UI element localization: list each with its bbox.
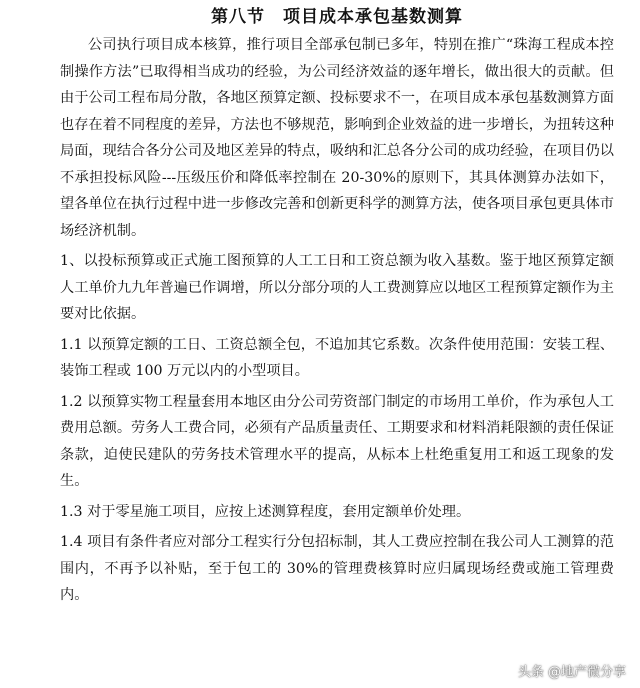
clause-1-4-paragraph: 1.4 项目有条件者应对部分工程实行分包招标制，其人工费应控制在我公司人工测算的范围内，不再予以补贴，至于包工的 30%的管理费核算时应归属现场经费或施工管理费内。 (60, 534, 614, 603)
clause-1-2-paragraph: 1.2 以预算实物工程量套用本地区由分公司劳资部门制定的市场用工单价，作为承包人工费用总额。劳务人工费合同，必须有产品质量责任、工期要求和材料消耗限额的责任保证条款，迫使民建队的劳务技术管理水平的提高，从标本上杜绝重复用工和返工现象的发生。 (60, 393, 614, 489)
watermark-text: 头条 @地产微分享 (517, 665, 626, 680)
clause-1-3-paragraph: 1.3 对于零星施工项目，应按上述测算程度，套用定额单价处理。 (60, 503, 471, 520)
intro-paragraph: 公司执行项目成本核算，推行项目全部承包制已多年，特别在推广“珠海工程成本控制操作方法”已取得相当成功的经验，为公司经济效益的逐年增长，做出很大的贡献。但由于公司工程布局分散，各地区预算定额、投标要求不一，在项目成本承包基数测算方面也存在着不同程度的差异，方法也不够规范，影响到企业效益的进一步增长，为扭转这种局面，现结合各分公司及地区差异的特点，吸纳和汇总各分公司的成功经验，在项目仍以不承担投标风险---压级压价和降低率控制在 20-30%的原则下，其具体测算办法如下，望各单位在执行过程中进一步修改完善和创新更科学的测算方法，使各项目承包更具体市场经济机制。 (60, 37, 614, 239)
clause-1-1-paragraph: 1.1 以预算定额的工日、工资总额全包，不追加其它系数。次条件使用范围：安装工程、装饰工程或 100 万元以内的小型项目。 (60, 336, 614, 379)
section-title: 第八节 项目成本承包基数测算 (211, 7, 463, 27)
clause-1-paragraph: 1、以投标预算或正式施工图预算的人工工日和工资总额为收入基数。鉴于地区预算定额人工单价九九年普遍已作调增，所以分部分项的人工费测算应以地区工程预算定额作为主要对比依据。 (60, 253, 614, 322)
watermark (518, 661, 626, 680)
